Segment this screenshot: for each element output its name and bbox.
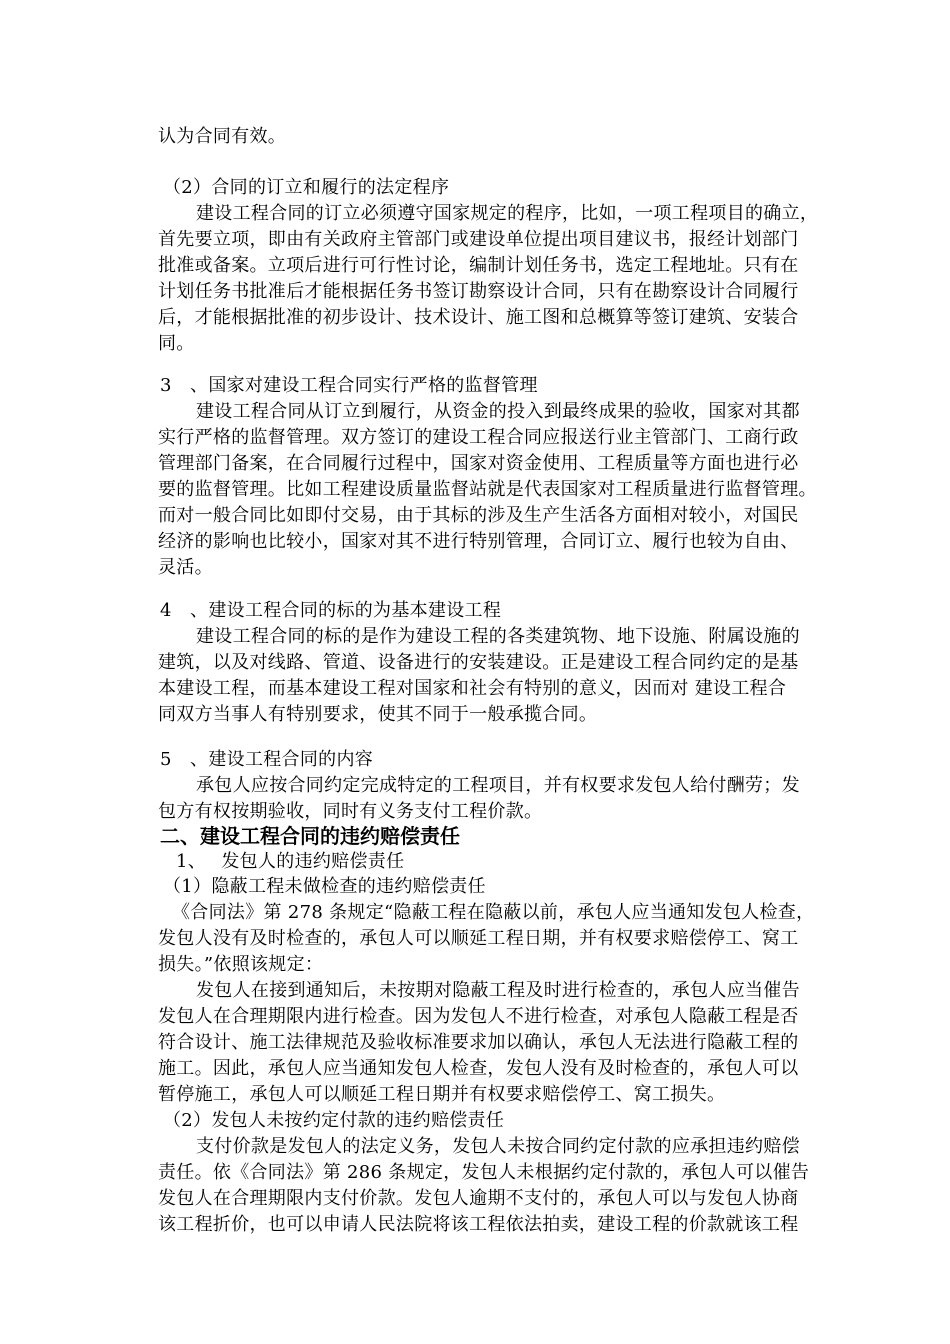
- paragraph-line: 建筑，以及对线路、管道、设备进行的安装建设。正是建设工程合同约定的是基: [158, 652, 799, 673]
- subsection-heading: （2）发包人未按约定付款的违约赔偿责任: [163, 1110, 505, 1131]
- paragraph-line: 而对一般合同比如即付交易，由于其标的涉及生产生活各方面相对较小，对国民: [158, 505, 799, 526]
- paragraph-line: 承包人应按合同约定完成特定的工程项目，并有权要求发包人给付酬劳；发: [196, 775, 800, 796]
- paragraph-line: 管理部门备案，在合同履行过程中，国家对资金使用、工程质量等方面也进行必: [158, 453, 799, 474]
- section-heading: 5 、建设工程合同的内容: [160, 749, 374, 770]
- paragraph-line: 发包人没有及时检查的，承包人可以顺延工程日期，并有权要求赔偿停工、窝工: [158, 928, 799, 949]
- chapter-heading: 二、建设工程合同的违约赔偿责任: [160, 824, 460, 848]
- section-heading: 4 、建设工程合同的标的为基本建设工程: [160, 600, 502, 621]
- paragraph-line: 损失。”依照该规定：: [158, 954, 324, 975]
- paragraph-line: 该工程折价，也可以申请人民法院将该工程依法拍卖，建设工程的价款就该工程: [158, 1214, 799, 1235]
- paragraph-line: 建设工程合同的订立必须遵守国家规定的程序，比如，一项工程项目的确立，: [196, 203, 819, 224]
- paragraph-line: 同。: [158, 333, 195, 354]
- section-heading: 1、 发包人的违约赔偿责任: [176, 851, 405, 872]
- paragraph-line: 首先要立项，即由有关政府主管部门或建设单位提出项目建议书，报经计划部门: [158, 229, 799, 250]
- paragraph-line: 本建设工程，而基本建设工程对国家和社会有特别的意义，因而对 建设工程合: [158, 678, 787, 699]
- paragraph-line: 建设工程合同从订立到履行，从资金的投入到最终成果的验收，国家对其都: [196, 401, 800, 422]
- paragraph-line: 发包人在合理期限内进行检查。因为发包人不进行检查，对承包人隐蔽工程是否: [158, 1006, 799, 1027]
- section-heading: 3 、国家对建设工程合同实行严格的监督管理: [160, 375, 538, 396]
- paragraph-line: 建设工程合同的标的是作为建设工程的各类建筑物、地下设施、附属设施的: [196, 626, 800, 647]
- subsection-heading: （2）合同的订立和履行的法定程序: [163, 177, 450, 198]
- paragraph-line: 要的监督管理。比如工程建设质量监督站就是代表国家对工程质量进行监督管理。: [158, 479, 817, 500]
- paragraph-line: 后，才能根据批准的初步设计、技术设计、施工图和总概算等签订建筑、安装合: [158, 307, 799, 328]
- paragraph-line: 支付价款是发包人的法定义务，发包人未按合同约定付款的应承担违约赔偿: [196, 1136, 800, 1157]
- paragraph-line: 施工。因此，承包人应当通知发包人检查，发包人没有及时检查的，承包人可以: [158, 1058, 799, 1079]
- paragraph-line: 《合同法》第 278 条规定“隐蔽工程在隐蔽以前，承包人应当通知发包人检查，: [172, 902, 815, 923]
- paragraph-line: 符合设计、施工法律规范及验收标准要求加以确认，承包人无法进行隐蔽工程的: [158, 1032, 799, 1053]
- paragraph-line: 包方有权按期验收，同时有义务支付工程价款。: [158, 801, 543, 822]
- paragraph-line: 暂停施工，承包人可以顺延工程日期并有权要求赔偿停工、窝工损失。: [158, 1084, 726, 1105]
- paragraph-line: 计划任务书批准后才能根据任务书签订勘察设计合同，只有在勘察设计合同履行: [158, 281, 799, 302]
- paragraph-line: 同双方当事人有特别要求，使其不同于一般承揽合同。: [158, 704, 598, 725]
- paragraph-line: 发包人在合理期限内支付价款。发包人逾期不支付的，承包人可以与发包人协商: [158, 1188, 799, 1209]
- paragraph-line: 批准或备案。立项后进行可行性讨论，编制计划任务书，选定工程地址。只有在: [158, 255, 799, 276]
- subsection-heading: （1）隐蔽工程未做检查的违约赔偿责任: [163, 876, 486, 897]
- paragraph-line: 灵活。: [158, 557, 213, 578]
- paragraph-line: 认为合同有效。: [158, 126, 287, 147]
- paragraph-line: 实行严格的监督管理。双方签订的建设工程合同应报送行业主管部门、工商行政: [158, 427, 799, 448]
- paragraph-line: 经济的影响也比较小，国家对其不进行特别管理，合同订立、履行也较为自由、: [158, 531, 799, 552]
- paragraph-line: 责任。依《合同法》第 286 条规定，发包人未根据约定付款的，承包人可以催告: [158, 1162, 810, 1183]
- paragraph-line: 发包人在接到通知后，未按期对隐蔽工程及时进行检查的，承包人应当催告: [196, 980, 800, 1001]
